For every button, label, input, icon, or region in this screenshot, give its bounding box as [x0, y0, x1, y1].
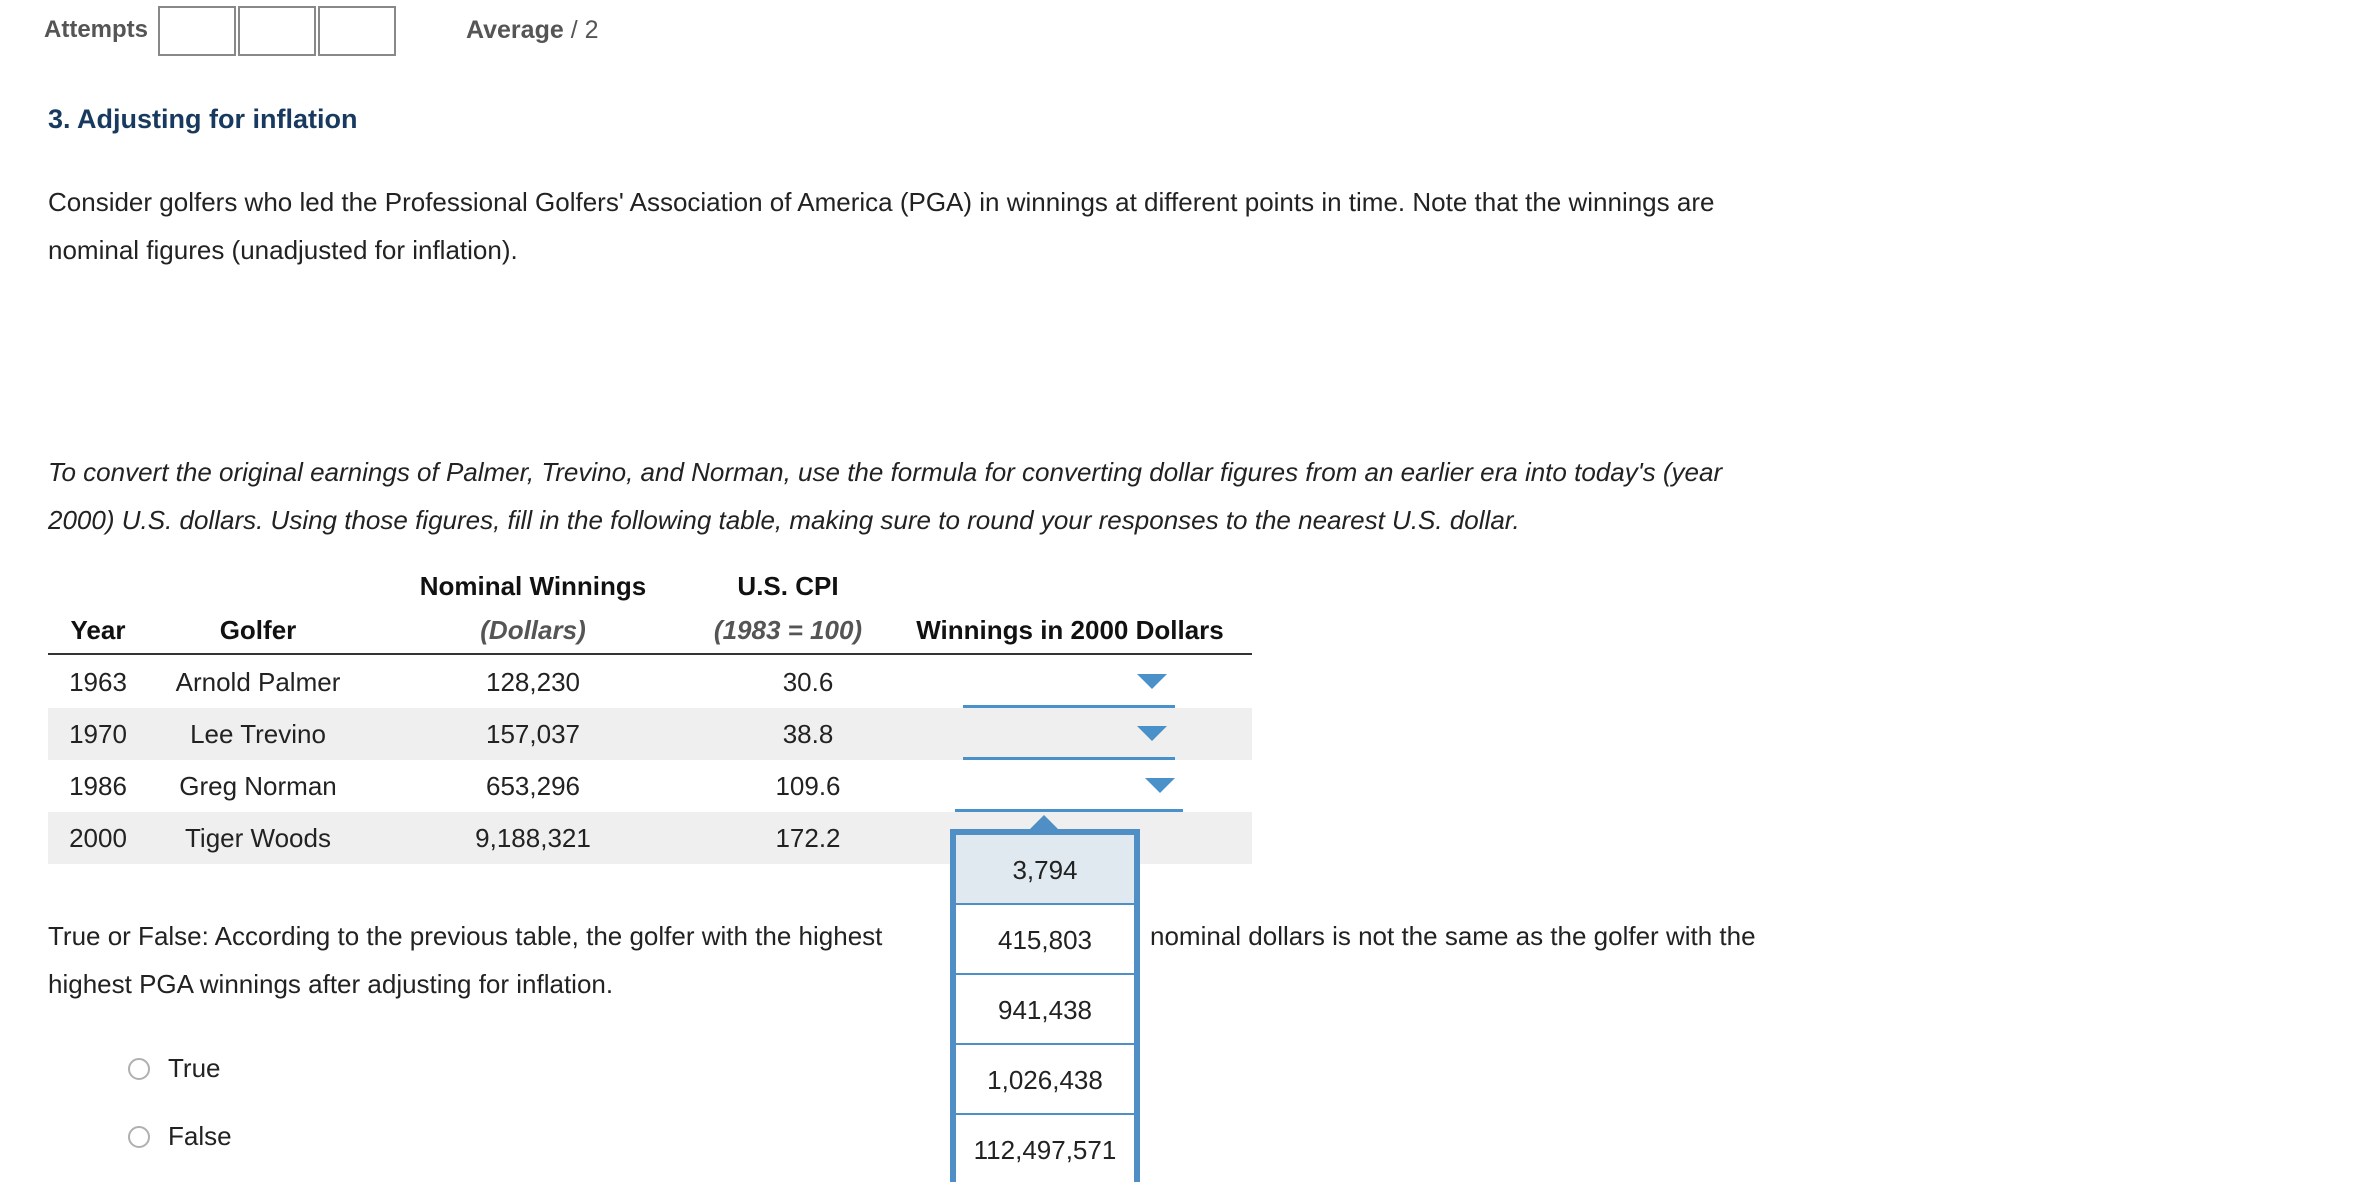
dropdown-pointer — [1030, 815, 1058, 829]
dropdown-option[interactable]: 1,026,438 — [956, 1045, 1134, 1115]
winnings-dropdown-palmer[interactable] — [963, 656, 1175, 708]
radio-true[interactable] — [128, 1058, 150, 1080]
true-false-line-1-right: nominal dollars is not the same as the golfer with the — [1150, 921, 1756, 951]
header-real-winnings: Winnings in 2000 Dollars — [916, 615, 1224, 645]
table-row — [48, 760, 1252, 812]
cell-nominal: 9,188,321 — [475, 823, 591, 853]
cell-cpi: 172.2 — [775, 823, 841, 853]
cell-golfer: Lee Trevino — [190, 719, 326, 749]
cell-golfer: Tiger Woods — [185, 823, 331, 853]
question-title: 3. Adjusting for inflation — [48, 104, 358, 134]
header-divider — [48, 653, 1252, 655]
cell-year: 1986 — [69, 771, 127, 801]
intro-line-2: nominal figures (unadjusted for inflation). — [48, 235, 518, 265]
radio-true-label[interactable]: True — [168, 1053, 221, 1083]
cell-nominal: 157,037 — [486, 719, 580, 749]
dropdown-options-list — [950, 829, 1140, 1182]
chevron-down-icon — [1137, 674, 1167, 689]
cell-cpi: 38.8 — [782, 719, 834, 749]
cell-cpi: 30.6 — [782, 667, 834, 697]
instruction-line-2: 2000) U.S. dollars. Using those figures, fill in the following table, making sure to round your responses to the nearest U.S. dollar. — [48, 505, 1520, 535]
winnings-dropdown-trevino[interactable] — [963, 708, 1175, 760]
header-cpi-sub: (1983 = 100) — [713, 615, 863, 645]
dropdown-option[interactable]: 3,794 — [956, 835, 1134, 905]
cell-golfer: Greg Norman — [179, 771, 337, 801]
cell-cpi: 109.6 — [775, 771, 841, 801]
header-nominal-sub: (Dollars) — [480, 615, 586, 645]
chevron-down-icon — [1145, 778, 1175, 793]
cell-golfer: Arnold Palmer — [175, 667, 341, 697]
cell-year: 2000 — [69, 823, 127, 853]
attempt-box-1 — [158, 6, 236, 56]
instruction-paragraph — [48, 448, 1898, 544]
winnings-dropdown-norman[interactable] — [955, 760, 1183, 812]
true-false-line-2: highest PGA winnings after adjusting for inflation. — [48, 969, 614, 999]
header-cpi: U.S. CPI — [737, 571, 839, 601]
header-nominal: Nominal Winnings — [419, 571, 647, 601]
table-row — [48, 708, 1252, 760]
attempt-box-3 — [318, 6, 396, 56]
average-total: / 2 — [570, 16, 599, 44]
instruction-line-1: To convert the original earnings of Palmer, Trevino, and Norman, use the formula for converting dollar figures from an earlier era into today's (year — [48, 457, 1723, 487]
table-row — [48, 656, 1252, 708]
header-year: Year — [70, 615, 126, 645]
average-label: Average — [466, 16, 564, 44]
radio-false[interactable] — [128, 1126, 150, 1148]
cell-year: 1970 — [69, 719, 127, 749]
chevron-down-icon — [1137, 726, 1167, 741]
attempts-label: Attempts — [44, 16, 149, 43]
cell-nominal: 653,296 — [486, 771, 580, 801]
true-false-line-1-left: True or False: According to the previous table, the golfer with the highest — [48, 921, 883, 951]
attempt-box-2 — [238, 6, 316, 56]
intro-paragraph — [48, 178, 1898, 274]
radio-false-label[interactable]: False — [168, 1121, 232, 1151]
dropdown-option[interactable]: 941,438 — [956, 975, 1134, 1045]
cell-year: 1963 — [69, 667, 127, 697]
dropdown-option[interactable]: 415,803 — [956, 905, 1134, 975]
average-score — [466, 16, 599, 45]
dropdown-option[interactable]: 112,497,571 — [973, 1135, 1117, 1165]
intro-line-1: Consider golfers who led the Professional Golfers' Association of America (PGA) in winnings at different points in time. Note that the winnings are — [48, 187, 1715, 217]
cell-nominal: 128,230 — [486, 667, 580, 697]
header-golfer: Golfer — [219, 615, 297, 645]
